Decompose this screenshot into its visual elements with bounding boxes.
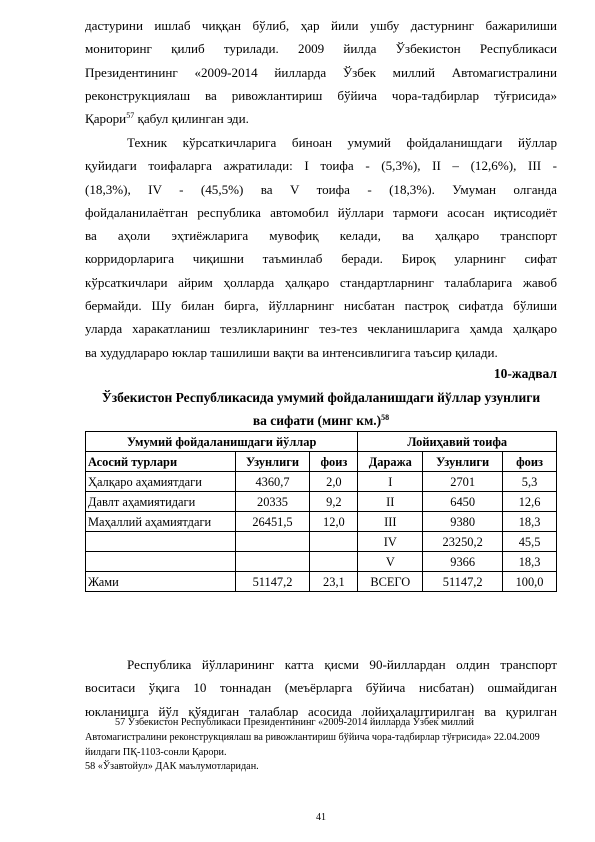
table-total-row: [86, 572, 557, 592]
table-cell: I: [358, 472, 423, 492]
footnote-text: 57 Ўзбекистон Республикаси Президентининг «2009-2014 йилларда Ўзбек миллий Автомагистралини реконструкциялаш ва ривожлантириш бўйича чора-тадбирлар тўғрисида» 22.04.2009 йилдаги ПҚ-1103-сонли Қарори.: [85, 717, 540, 758]
footnote-ref: 57: [126, 111, 135, 121]
table-title-line: [85, 409, 557, 432]
roads-table: [85, 431, 557, 592]
table-row: [86, 552, 557, 572]
text-line: бермайди. Шу билан бирга, йўлларнинг нисбатан пастроқ сифатда бўлиши: [85, 298, 557, 314]
column-header: Узунлиги: [235, 452, 310, 472]
column-header: Даража: [358, 452, 423, 472]
text-fragment: ва сифати (минг км.): [252, 413, 382, 428]
group-header: Лойиҳавий тоифа: [358, 432, 557, 452]
table-cell: 12,6: [503, 492, 557, 512]
text-line: воситаси ўқига 10 тоннадан (меъёрларга бўйича нисбатан) ошмайдиган: [85, 680, 557, 696]
text-line: ва аҳоли эҳтиёжларига мувофиқ келади, ва ҳалқаро транспорт: [85, 228, 557, 244]
table-cell: 23250,2: [423, 532, 503, 552]
text-line: ва худудлараро юклар ташилиши вақти ва интенсивлигига таъсир қилади.: [85, 344, 498, 360]
text-line: Президентининг «2009-2014 йилларда Ўзбек миллий Автомагистралини: [85, 64, 557, 80]
paragraph-1: [85, 14, 557, 130]
text-line: юкланишга йўл қўядиган талаблар асосида лойиҳалаштирилган ва қурилган: [85, 703, 557, 719]
table-cell: 9380: [423, 512, 503, 532]
table-cell: 2701: [423, 472, 503, 492]
text-line: кўрсаткичлари айрим ҳолларда ҳалқаро стандартларнинг талабларига жавоб: [85, 274, 557, 290]
column-header: фоиз: [503, 452, 557, 472]
page-number: 41: [316, 812, 326, 823]
table-cell: 45,5: [503, 532, 557, 552]
text-line: Республика йўлларининг катта қисми 90-йиллардан олдин транспорт: [127, 657, 557, 672]
table-cell: 2,0: [310, 472, 358, 492]
table-cell: 20335: [235, 492, 310, 512]
table-cell: [310, 552, 358, 572]
table-cell: 6450: [423, 492, 503, 512]
table-cell: [235, 532, 310, 552]
table-cell: Давлт аҳамиятидаги: [86, 492, 236, 512]
table-header-row: [86, 452, 557, 472]
text-line: уларда харакатланиш тезликларининг тез-тез чекланишларига ҳамда ҳалқаро: [85, 321, 557, 337]
table-cell: ВСЕГО: [358, 572, 423, 592]
text-line: мониторинг қилиб турилади. 2009 йилда Ўзбекистон Республикаси: [85, 41, 557, 57]
column-header: фоиз: [310, 452, 358, 472]
table-cell: III: [358, 512, 423, 532]
table-cell: 9366: [423, 552, 503, 572]
text-line: дастурини ишлаб чиққан бўлиб, ҳар йили ушбу дастурнинг бажарилиши: [85, 18, 557, 33]
text-line: фойдаланилаётган республика автомобил йўллари тармоғи асосан иқтисодиёт: [85, 204, 557, 220]
table-row: [86, 532, 557, 552]
table-cell: 18,3: [503, 552, 557, 572]
table-cell: 23,1: [310, 572, 358, 592]
table-cell: IV: [358, 532, 423, 552]
paragraph-2: [85, 131, 557, 364]
column-header: Узунлиги: [423, 452, 503, 472]
text-line: корридорларига чиқишни таъминлаб беради. Бироқ уларнинг сифат: [85, 251, 557, 267]
table-number: 10-жадвал: [493, 366, 557, 381]
table-cell: 18,3: [503, 512, 557, 532]
table-cell: 26451,5: [235, 512, 310, 532]
table-row: [86, 492, 557, 512]
group-header: Умумий фойдаланишдаги йўллар: [86, 432, 358, 452]
table-row: [86, 472, 557, 492]
table-cell: 12,0: [310, 512, 358, 532]
table-cell: [86, 552, 236, 572]
text-fragment: Қарори: [85, 111, 127, 127]
table-cell: 4360,7: [235, 472, 310, 492]
table-cell: Маҳаллий аҳамиятдаги: [86, 512, 236, 532]
table-title: [85, 386, 557, 432]
table-cell: [235, 552, 310, 572]
table-cell: [310, 532, 358, 552]
table-cell: 5,3: [503, 472, 557, 492]
text-line: Техник кўрсаткичларига биноан умумий фойдаланишдаги йўллар: [127, 135, 557, 150]
paragraph-3: [85, 653, 557, 723]
table-cell: 100,0: [503, 572, 557, 592]
column-header: Асосий турлари: [86, 452, 236, 472]
table-cell: Жами: [86, 572, 236, 592]
table-group-header-row: [86, 432, 557, 452]
table-title-line: Ўзбекистон Республикасида умумий фойдаланишдаги йўллар узунлиги: [101, 390, 541, 405]
table-cell: Ҳалқаро аҳамиятдаги: [86, 472, 236, 492]
footnote-ref: 58: [381, 413, 390, 422]
footnote-58: 58 «Ўзавтойул» ДАК маълумотларидан.: [85, 761, 259, 772]
text-line: [85, 107, 557, 130]
table-cell: V: [358, 552, 423, 572]
text-line: (18,3%), IV - (45,5%) ва V тоифа - (18,3%). Умуман олганда: [85, 181, 557, 197]
table-cell: 51147,2: [423, 572, 503, 592]
table-cell: 9,2: [310, 492, 358, 512]
text-fragment: қабул қилинган эди.: [134, 111, 249, 127]
table-row: [86, 512, 557, 532]
table-cell: 51147,2: [235, 572, 310, 592]
table-cell: [86, 532, 236, 552]
text-line: реконструкциялаш ва ривожлантириш бўйича чора-тадбирлар тўғрисида»: [85, 87, 557, 103]
text-line: қуйидаги тоифаларга ажратилади: I тоифа - (5,3%), II – (12,6%), III -: [85, 158, 557, 174]
table-cell: II: [358, 492, 423, 512]
footnote-57: [85, 715, 557, 760]
